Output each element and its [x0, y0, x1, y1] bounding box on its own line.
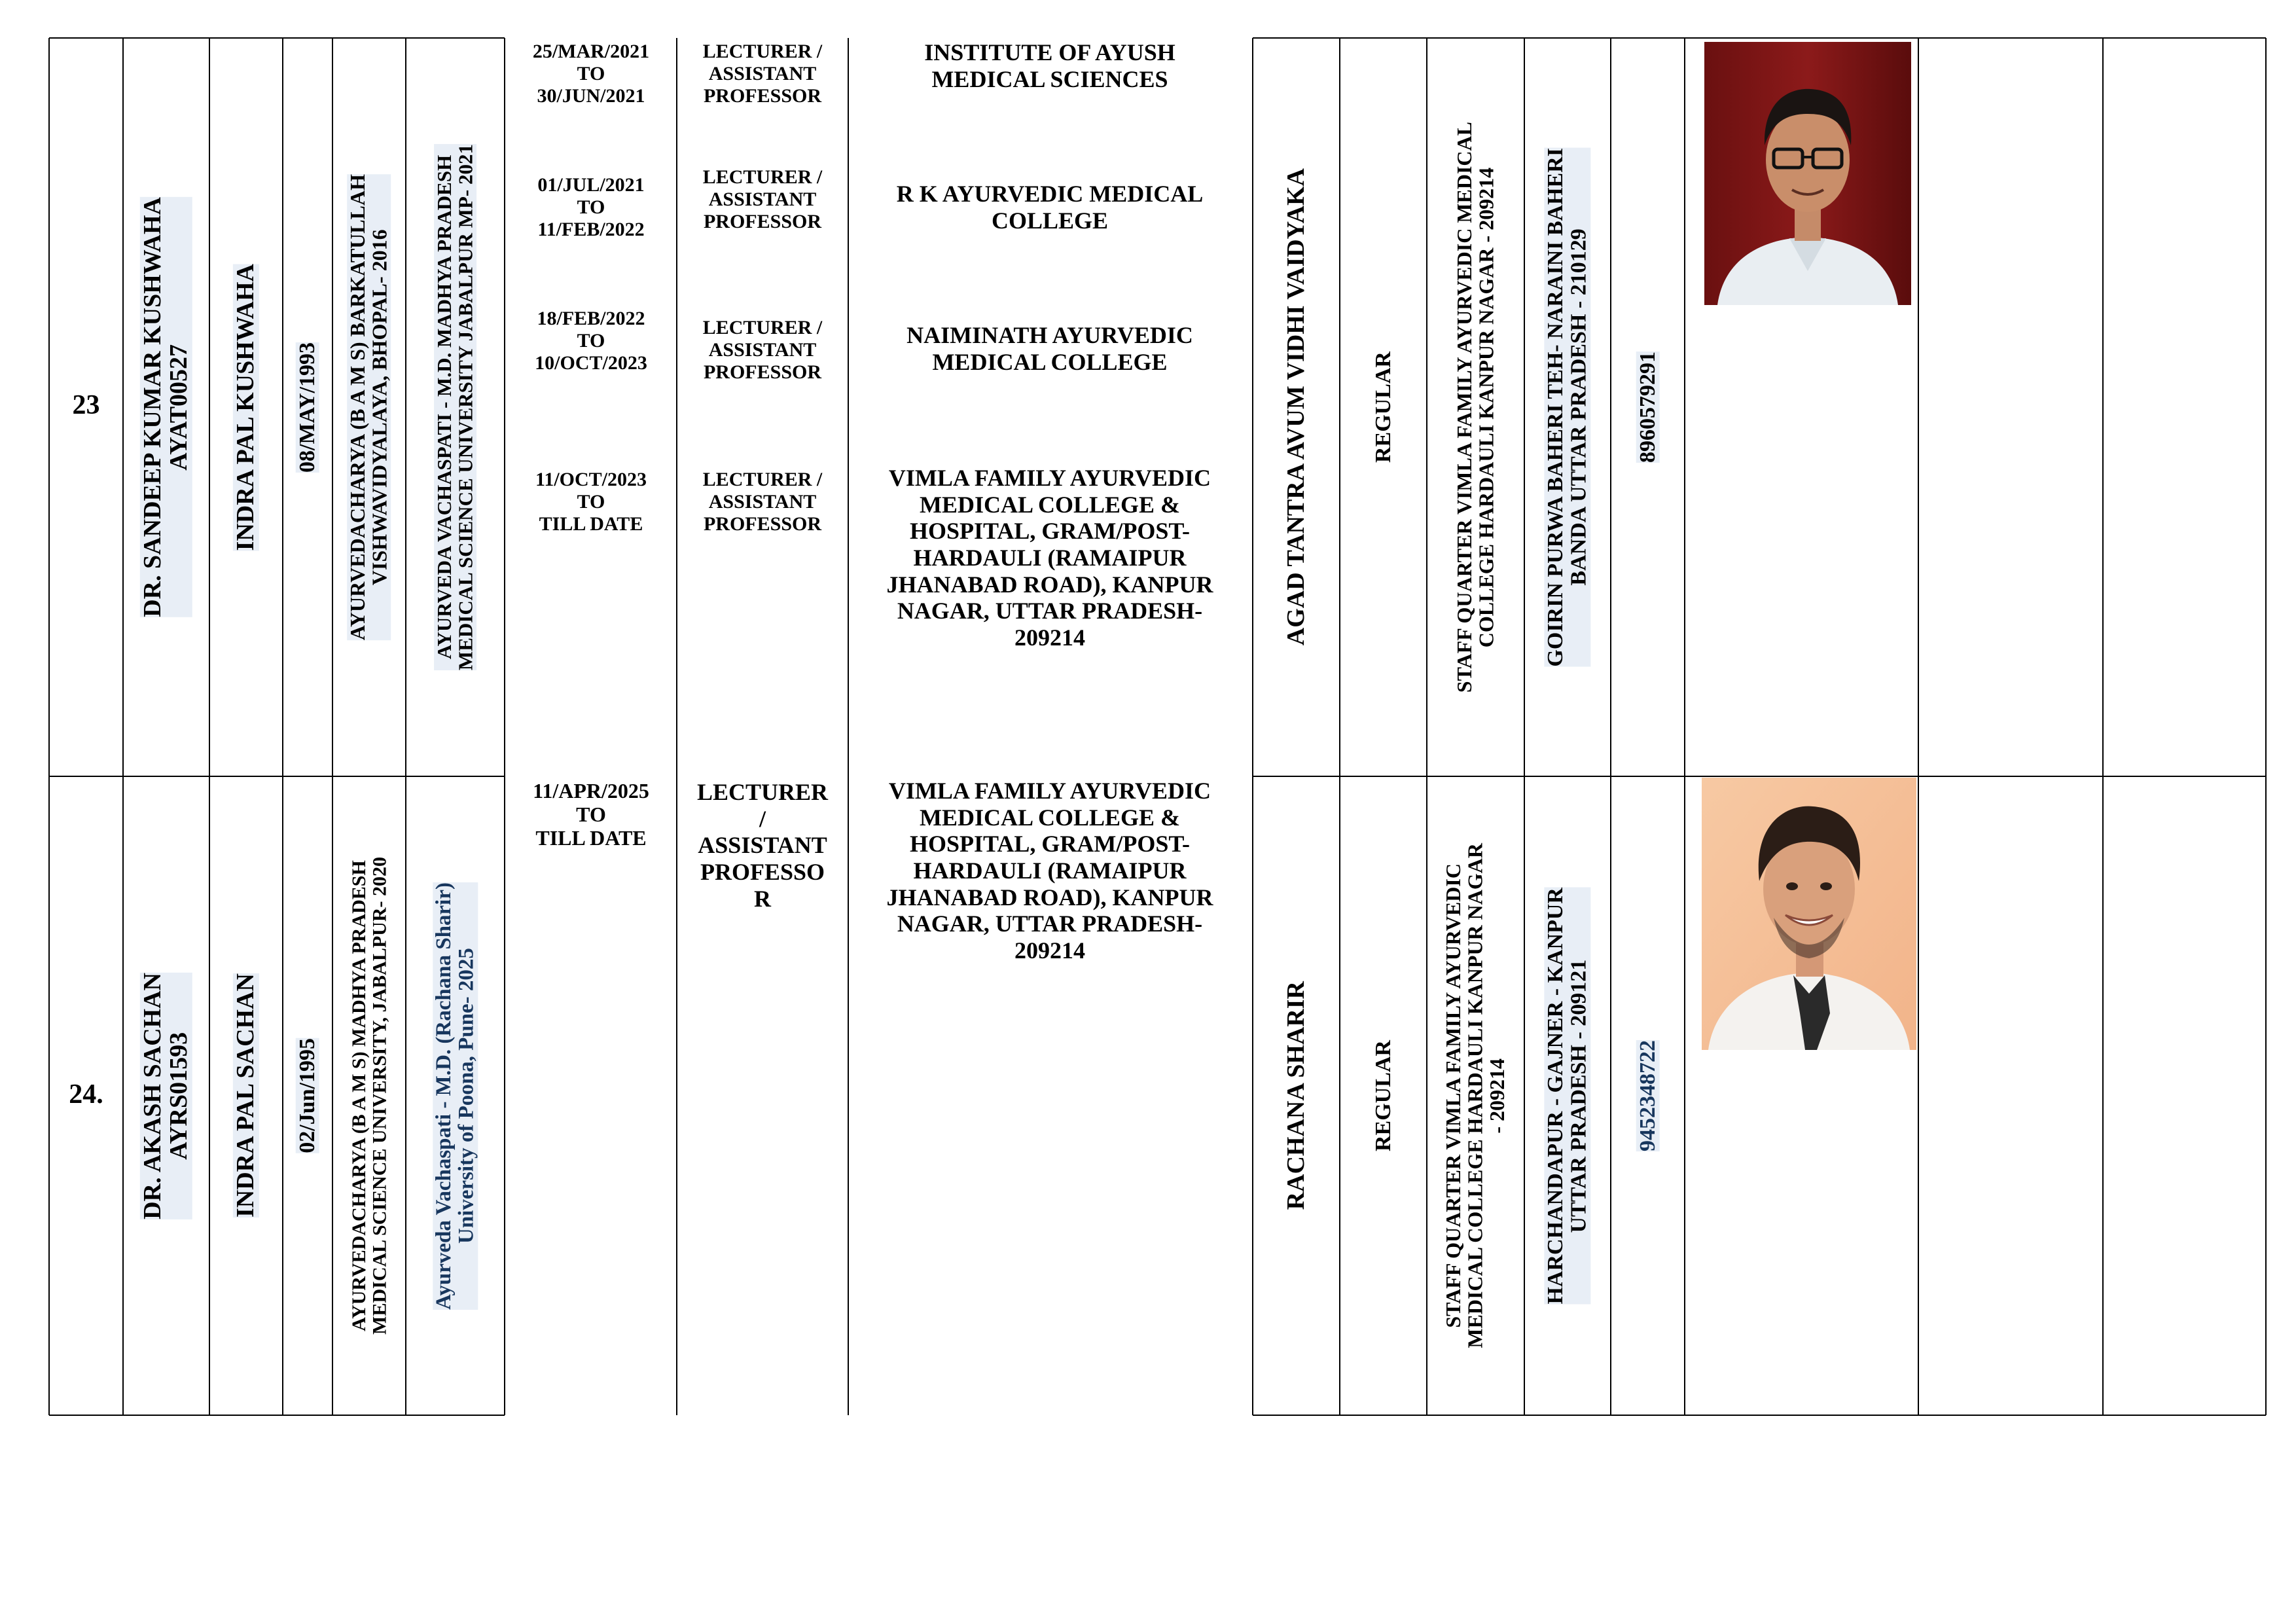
experience-institute: R K AYURVEDIC MEDICAL COLLEGE — [896, 181, 1204, 234]
status-cell — [1340, 38, 1427, 776]
experience-period: 11/OCT/2023 TO TILL DATE — [535, 469, 647, 535]
dob-cell — [283, 776, 332, 1415]
permanent-address-cell — [1524, 38, 1611, 776]
experience-designation: LECTURER / ASSISTANT PROFESSOR — [702, 41, 823, 107]
mobile-cell — [1611, 776, 1685, 1415]
mobile-cell — [1611, 38, 1685, 776]
experience-institute: VIMLA FAMILY AYURVEDIC MEDICAL COLLEGE & HOSPITAL, GRAM/POST- HARDAULI (RAMAIPUR JHANABAD ROAD), KANPUR NAGAR, UTTAR PRADESH- 209214 — [886, 778, 1213, 964]
experience-period: 18/FEB/2022 TO 10/OCT/2023 — [535, 308, 647, 374]
name-cell — [123, 776, 209, 1415]
date-of-birth: 02/Jun/1995 — [295, 1038, 320, 1153]
department-cell — [1253, 776, 1340, 1415]
father-name-cell — [209, 38, 283, 776]
experience-designation: LECTURER / ASSISTANT PROFESSOR — [702, 166, 823, 232]
local-address: STAFF QUARTER VIMLA FAMILY AYURVEDIC MEDICAL COLLEGE HARDAULI KANPUR NAGAR - 209214 — [1441, 843, 1509, 1348]
employment-status: REGULAR — [1371, 1039, 1395, 1152]
local-address-cell — [1427, 38, 1524, 776]
ug-qualification: AYURVEDACHARYA (B A M S) BARKATULLAH VISHWAVIDYALAYA, BHOPAL- 2016 — [346, 173, 391, 641]
photo-avatar — [1702, 778, 1916, 1050]
experience-period: 11/APR/2025 TO TILL DATE — [533, 779, 649, 850]
doctor-name-and-code: DR. SANDEEP KUMAR KUSHWAHA AYAT00527 — [139, 197, 192, 617]
father-name: INDRA PAL SACHAN — [232, 973, 260, 1218]
experience-institute: NAIMINATH AYURVEDIC MEDICAL COLLEGE — [906, 322, 1193, 375]
doctor-name-and-code: DR. AKASH SACHAN AYRS01593 — [139, 972, 192, 1219]
experience-institute: INSTITUTE OF AYUSH MEDICAL SCIENCES — [924, 39, 1175, 92]
pg-qualification-cell — [406, 776, 505, 1415]
experience-designation: LECTURER / ASSISTANT PROFESSO R — [696, 779, 829, 912]
dob-cell — [283, 38, 332, 776]
local-address-cell — [1427, 776, 1524, 1415]
permanent-address: HARCHANDAPUR - GAJNER - KANPUR UTTAR PRADESH - 209121 — [1543, 887, 1591, 1305]
ug-qualification-cell — [332, 776, 406, 1415]
mobile-number: 8960579291 — [1635, 352, 1660, 463]
serial-number: 23 — [72, 390, 100, 420]
father-name-cell — [209, 776, 283, 1415]
status-cell — [1340, 776, 1427, 1415]
name-cell — [123, 38, 209, 776]
experience-designation: LECTURER / ASSISTANT PROFESSOR — [702, 469, 823, 535]
pg-qualification: AYURVEDA VACHASPATI - M.D. MADHYA PRADESH MEDICAL SCIENCE UNIVERSITY JABALPUR MP- 2021 — [432, 143, 477, 671]
pg-qualification: Ayurveda Vachaspati - M.D. (Rachana Sharir) University of Poona, Pune- 2025 — [431, 882, 478, 1310]
permanent-address-cell — [1524, 776, 1611, 1415]
ug-qualification-cell — [332, 38, 406, 776]
mobile-number: 9452348722 — [1635, 1040, 1660, 1151]
date-of-birth: 08/MAY/1993 — [295, 342, 320, 473]
serial-number: 24. — [69, 1079, 103, 1110]
pg-qualification-cell — [406, 38, 505, 776]
local-address: STAFF QUARTER VIMLA FAMILY AYURVEDIC MEDICAL COLLEGE HARDAULI KANPUR NAGAR - 209214 — [1452, 121, 1498, 693]
experience-period: 01/JUL/2021 TO 11/FEB/2022 — [537, 174, 645, 240]
experience-designation: LECTURER / ASSISTANT PROFESSOR — [702, 317, 823, 383]
department: AGAD TANTRA AVUM VIDHI VAIDYAKA — [1282, 168, 1310, 646]
photo-avatar — [1704, 42, 1911, 305]
father-name: INDRA PAL KUSHWAHA — [232, 263, 260, 551]
department: RACHANA SHARIR — [1282, 981, 1310, 1210]
experience-institute: VIMLA FAMILY AYURVEDIC MEDICAL COLLEGE & HOSPITAL, GRAM/POST- HARDAULI (RAMAIPUR JHANABAD ROAD), KANPUR NAGAR, UTTAR PRADESH- 209214 — [886, 465, 1213, 651]
permanent-address: GOIRIN PURWA BAHERI TEH- NARAINI BAHERI BANDA UTTAR PRADESH - 210129 — [1543, 147, 1591, 667]
experience-period: 25/MAR/2021 TO 30/JUN/2021 — [532, 41, 650, 107]
ug-qualification: AYURVEDACHARYA (B A M S) MADHYA PRADESH MEDICAL SCIENCE UNIVERSITY, JABALPUR- 2020 — [348, 857, 390, 1335]
employment-status: REGULAR — [1371, 351, 1395, 463]
department-cell — [1253, 38, 1340, 776]
